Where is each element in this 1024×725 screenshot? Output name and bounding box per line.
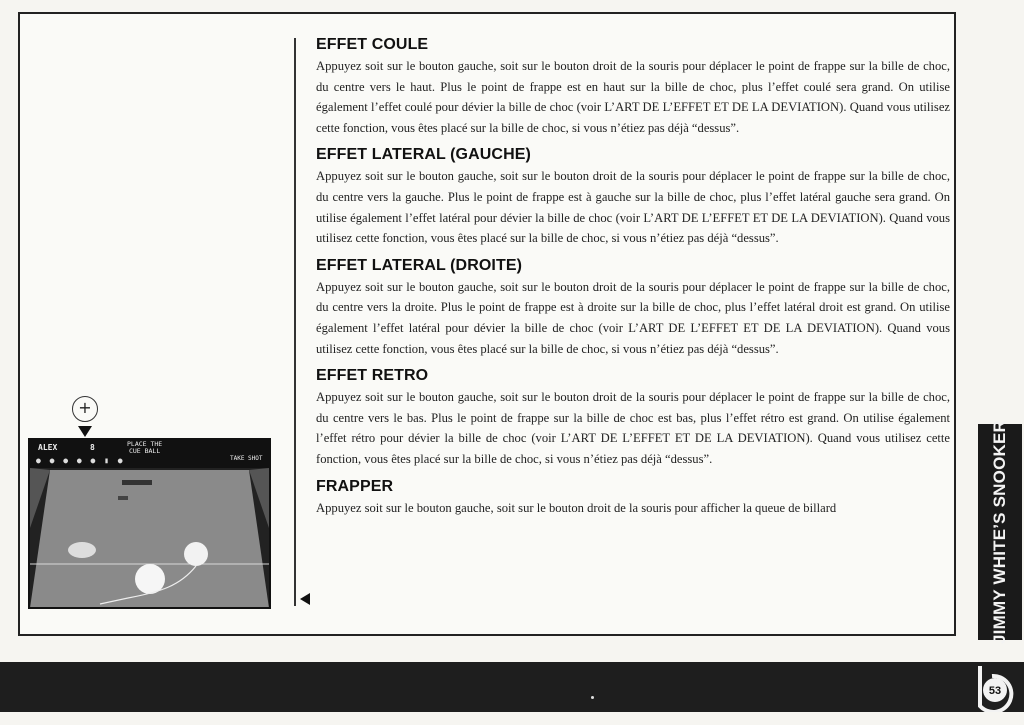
section-body: Appuyez soit sur le bouton gauche, soit sur le bouton droit de la souris pour déplacer le point de frappe sur la bille de choc, du centre vers la droite. Plus le point de frappe est à droite sur la bille de choc, plus l’effet latéral droit est grand. On utilise également l’effet latéral pour dévier la bille de choc (voir L’ART DE L’EFFET ET DE LA DEVIATION). Quand vous utilisez cette fonction, vous êtes placé sur la bille de choc, si vous n’étiez pas déjà “dessus”. [316,279,950,356]
object-ball [184,542,208,566]
footer-dot [591,696,594,699]
section-body: Appuyez soit sur le bouton gauche, soit sur le bouton droit de la souris pour déplacer le point de frappe sur la bille de choc, du centre vers le bas. Plus le point de frappe sur la bille de choc est bas, plus l’effet rétro est grand. On utilise également l’effet rétro pour dévier la bille de choc (voir L’ART DE L’EFFET ET DE LA DEVIATION). Quand vous utilisez cette fonction, vous êtes placé sur la bille de choc, si vous n’étiez pas déjà “dessus”. [316,390,950,466]
section-effet-retro [316,367,950,469]
section-body: Appuyez soit sur le bouton gauche, soit sur le bouton droit de la souris pour déplacer le point de frappe sur la bille de choc, du centre vers la gauche. Plus le point de frappe est à gauche sur la bille de choc, plus l’effet latéral gauche sera grand. On utilise également l’effet latéral pour dévier la bille de choc (voir L’ART DE L’EFFET ET DE LA DEVIATION). Quand vous utilisez cette fonction, vous êtes placé sur la bille de choc, si vous n’étiez pas déjà “dessus”. [316,169,950,246]
section-effet-lateral-droite [316,257,950,359]
section-heading: EFFET LATERAL (DROITE) [316,256,523,274]
page-number-logo-icon [972,662,1018,712]
section-heading: EFFET COULE [316,36,429,53]
game-screenshot [28,438,271,609]
hud-label-bottom: CUE BALL [128,447,161,455]
section-effet-lateral-gauche [316,146,950,248]
side-tab [978,420,1022,644]
distant-ball [118,496,128,500]
hud-label-top: PLACE THE [127,440,163,448]
ball-icons: ● ● ● ● ● ▮ ● [36,456,125,465]
player-name: ALEX [38,443,58,452]
down-arrow-icon [78,426,92,437]
page-number: 53 [988,685,1002,697]
game-hud [30,440,269,468]
hud-label [127,441,162,455]
column-divider [294,38,296,606]
text-column [316,36,950,526]
player-score: 8 [90,443,95,452]
footer-band [0,662,1024,712]
distant-balls [122,480,152,485]
section-heading: EFFET LATERAL (GAUCHE) [316,146,531,164]
side-tab-title: JIMMY WHITE’S SNOOKER [990,420,1009,644]
take-shot-label: TAKE SHOT [230,455,263,462]
section-frapper [316,478,950,519]
crosshair-cursor-icon: + [72,396,98,422]
section-effet-coule [316,36,950,138]
ball-cluster [68,542,96,558]
pointer-left-arrow-icon [300,593,310,605]
section-heading: FRAPPER [316,477,394,495]
snooker-table-view [30,468,269,608]
section-body: Appuyez soit sur le bouton gauche, soit sur le bouton droit de la souris pour déplacer le point de frappe sur la bille de choc, du centre vers le haut. Plus le point de frappe est en haut sur la bille de choc, plus l’effet coulé sera grand. On utilise également l’effet coulé pour dévier la bille de choc (voir L’ART DE L’EFFET ET DE LA DEVIATION). Quand vous utilisez cette fonction, vous êtes placé sur la bille de choc, si vous n’étiez pas déjà “dessus”. [316,59,950,135]
section-body: Appuyez soit sur le bouton gauche, soit sur le bouton droit de la souris pour afficher la queue de billard [316,500,837,515]
section-heading: EFFET RETRO [316,367,429,385]
